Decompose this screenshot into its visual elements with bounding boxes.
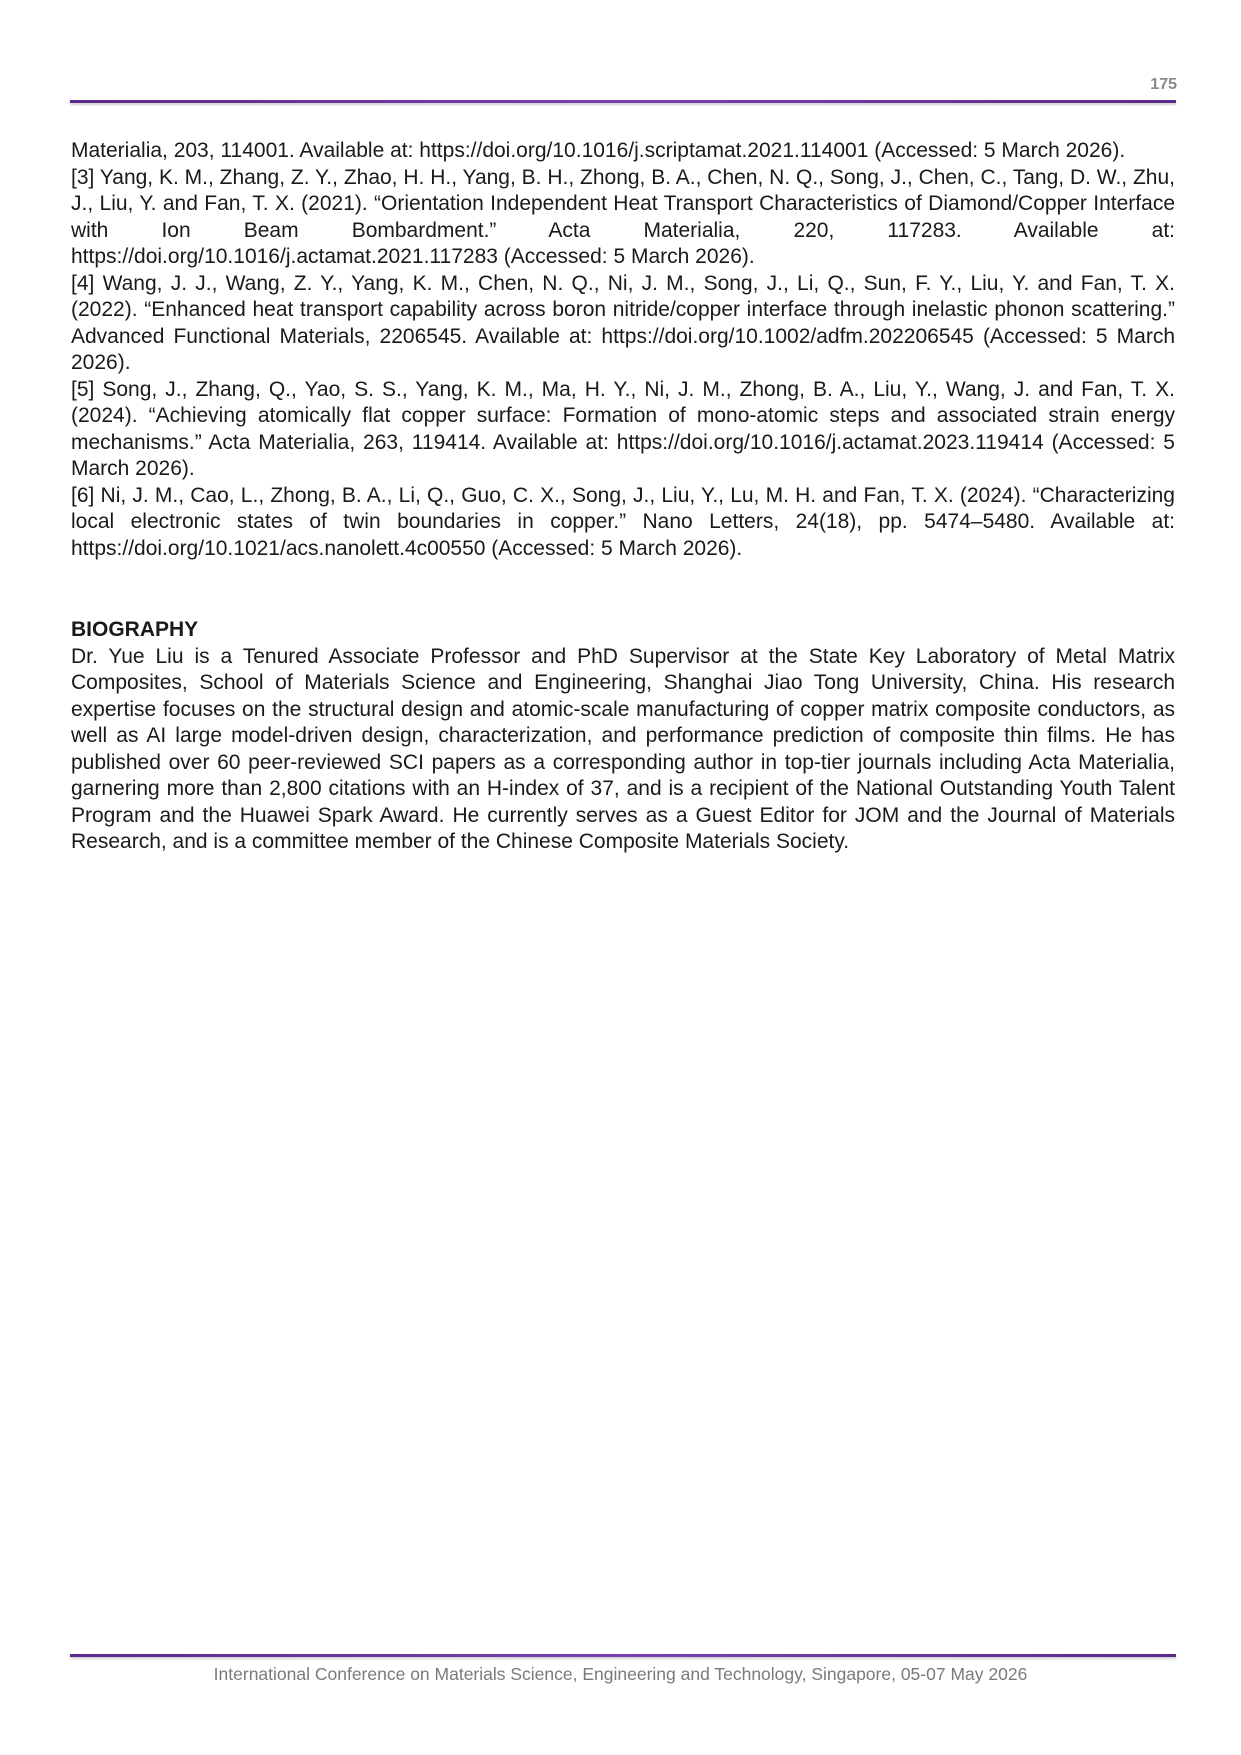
header-divider bbox=[70, 100, 1176, 103]
biography-heading: BIOGRAPHY bbox=[71, 618, 199, 641]
biography-text: Dr. Yue Liu is a Tenured Associate Professor and PhD Supervisor at the State Key Laboratory of Metal Matrix Composites, School of Materials Science and Engineering, Shanghai Jiao Tong University, China. His research expertise focuses on the structural design and atomic-scale manufacturing of copper matrix composite conductors, as well as AI large model-driven design, characterization, and performance prediction of composite thin films. He has published over 60 peer-reviewed SCI papers as a corresponding author in top-tier journals including Acta Materialia, garnering more than 2,800 citations with an H-index of 37, and is a recipient of the National Outstanding Youth Talent Program and the Huawei Spark Award. He currently serves as a Guest Editor for JOM and the Journal of Materials Research, and is a committee member of the Chinese Composite Materials Society. bbox=[71, 644, 1175, 853]
reference-continuation: Materialia, 203, 114001. Available at: https://doi.org/10.1016/j.scriptamat.2021.114001 (Accessed: 5 March 2026). bbox=[71, 139, 1126, 162]
reference-3: [3] Yang, K. M., Zhang, Z. Y., Zhao, H. H., Yang, B. H., Zhong, B. A., Chen, N. Q., Song, J., Chen, C., Tang, D. W., Zhu, J., Liu, Y. and Fan, T. X. (2021). “Orientation Independent Heat Transport Characteristics of Diamond/Copper Interface with Ion Beam Bombardment.” Acta Materialia, 220, 117283. Available at: https://doi.org/10.1016/j.actamat.2021.117283 (Accessed: 5 March 2026). bbox=[71, 165, 1175, 268]
reference-5: [5] Song, J., Zhang, Q., Yao, S. S., Yang, K. M., Ma, H. Y., Ni, J. M., Zhong, B. A., Liu, Y., Wang, J. and Fan, T. X. (2024). “Achieving atomically flat copper surface: Formation of mono-atomic steps and associated strain energy mechanisms.” Acta Materialia, 263, 119414. Available at: https://doi.org/10.1016/j.actamat.2023.119414 (Accessed: 5 March 2026). bbox=[71, 377, 1175, 480]
page-number: 175 bbox=[1150, 76, 1177, 93]
reference-4: [4] Wang, J. J., Wang, Z. Y., Yang, K. M., Chen, N. Q., Ni, J. M., Song, J., Li, Q., Sun, F. Y., Liu, Y. and Fan, T. X. (2022). “Enhanced heat transport capability across boron nitride/copper interface through inelastic phonon scattering.” Advanced Functional Materials, 2206545. Available at: https://doi.org/10.1002/adfm.202206545 (Accessed: 5 March 2026). bbox=[71, 271, 1175, 374]
page-content bbox=[71, 138, 1175, 856]
reference-6: [6] Ni, J. M., Cao, L., Zhong, B. A., Li, Q., Guo, C. X., Song, J., Liu, Y., Lu, M. H. and Fan, T. X. (2024). “Characterizing local electronic states of twin boundaries in copper.” Nano Letters, 24(18), pp. 5474–5480. Available at: https://doi.org/10.1021/acs.nanolett.4c00550 (Accessed: 5 March 2026). bbox=[71, 483, 1175, 560]
footer-text: International Conference on Materials Science, Engineering and Technology, Singapore, 05-07 May 2026 bbox=[213, 1664, 1028, 1684]
footer-divider bbox=[70, 1654, 1176, 1657]
